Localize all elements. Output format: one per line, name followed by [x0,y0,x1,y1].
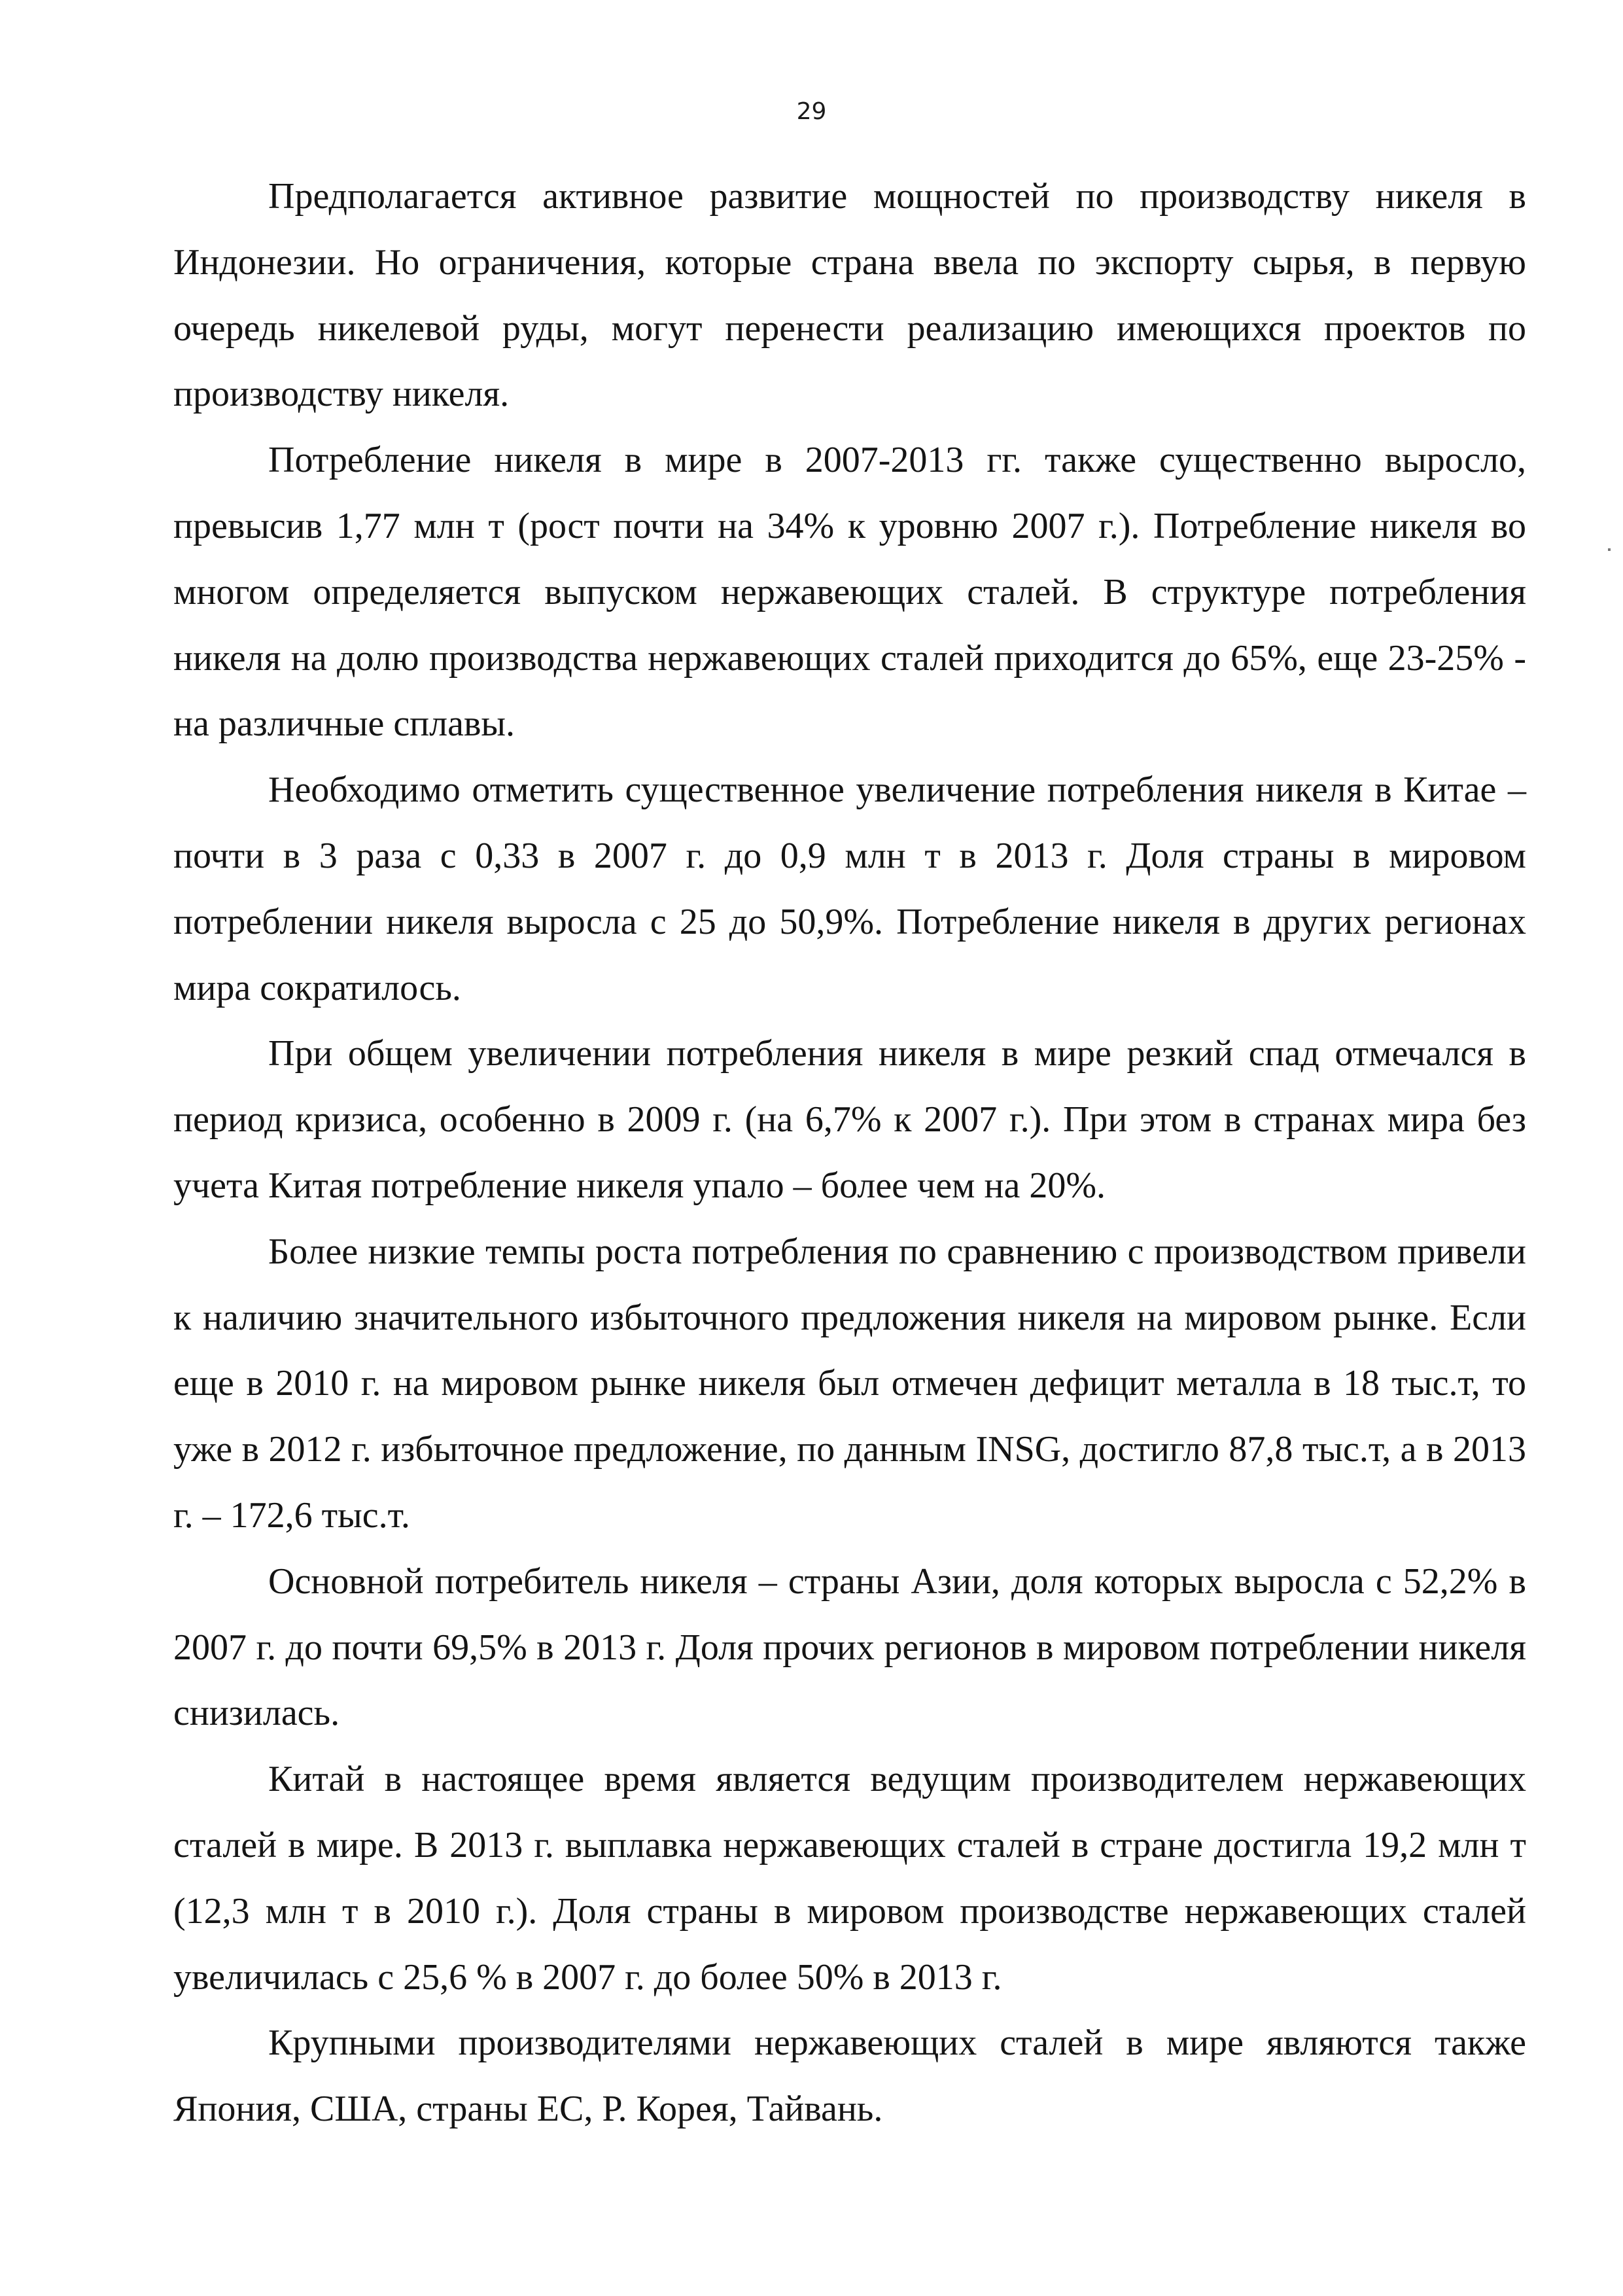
paragraph-china-consumption: Необходимо отметить существенное увеличение потребления никеля в Китае – почти в 3 раза с 0,33 в 2007 г. до 0,9 млн т в 2013 г. Доля страны в мировом потреблении никеля выросла с 25 до 50,9%. Потребление никеля в других регионах мира сократилось. [173,769,1526,1008]
paragraph-indonesia-production: Предполагается активное развитие мощностей по производству никеля в Индонезии. Но ограничения, которые страна ввела по экспорту сырья, в первую очередь никелевой руды, могут перенести реализацию имеющихся проектов по производству никеля. [173,176,1526,415]
paragraph-asia-consumers: Основной потребитель никеля – страны Азии, доля которых выросла с 52,2% в 2007 г. до почти 69,5% в 2013 г. Доля прочих регионов в мировом потреблении никеля снизилась. [173,1561,1526,1734]
paragraph-crisis-decline: При общем увеличении потребления никеля в мире резкий спад отмечался в период кризиса, особенно в 2009 г. (на 6,7% к 2007 г.). При этом в странах мира без учета Китая потребление никеля упало – более чем на 20%. [173,1033,1526,1206]
paragraph-china-stainless: Китай в настоящее время является ведущим производителем нержавеющих сталей в мире. В 2013 г. выплавка нержавеющих сталей в стране достигла 19,2 млн т (12,3 млн т в 2010 г.). Доля страны в мировом производстве нержавеющих сталей увеличилась с 25,6 % в 2007 г. до более 50% в 2013 г. [173,1759,1526,1998]
margin-dot [1608,548,1611,551]
paragraph-major-producers: Крупными производителями нержавеющих сталей в мире являются также Япония, США, страны ЕС, Р. Корея, Тайвань. [173,2022,1526,2130]
body-text [173,164,1526,2142]
paragraph-world-consumption: Потребление никеля в мире в 2007-2013 гг. также существенно выросло, превысив 1,77 млн т (рост почти на 34% к уровню 2007 г.). Потребление никеля во многом определяется выпуском нержавеющих сталей. В структуре потребления никеля на долю производства нержавеющих сталей приходится до 65%, еще 23-25% - на различные сплавы. [173,440,1526,745]
paragraph-oversupply: Более низкие темпы роста потребления по сравнению с производством привели к наличию значительного избыточного предложения никеля на мировом рынке. Если еще в 2010 г. на мировом рынке никеля был отмечен дефицит металла в 18 тыс.т, то уже в 2012 г. избыточное предложение, по данным INSG, достигло 87,8 тыс.т, а в 2013 г. – 172,6 тыс.т. [173,1231,1526,1536]
page-number: 29 [796,98,827,125]
